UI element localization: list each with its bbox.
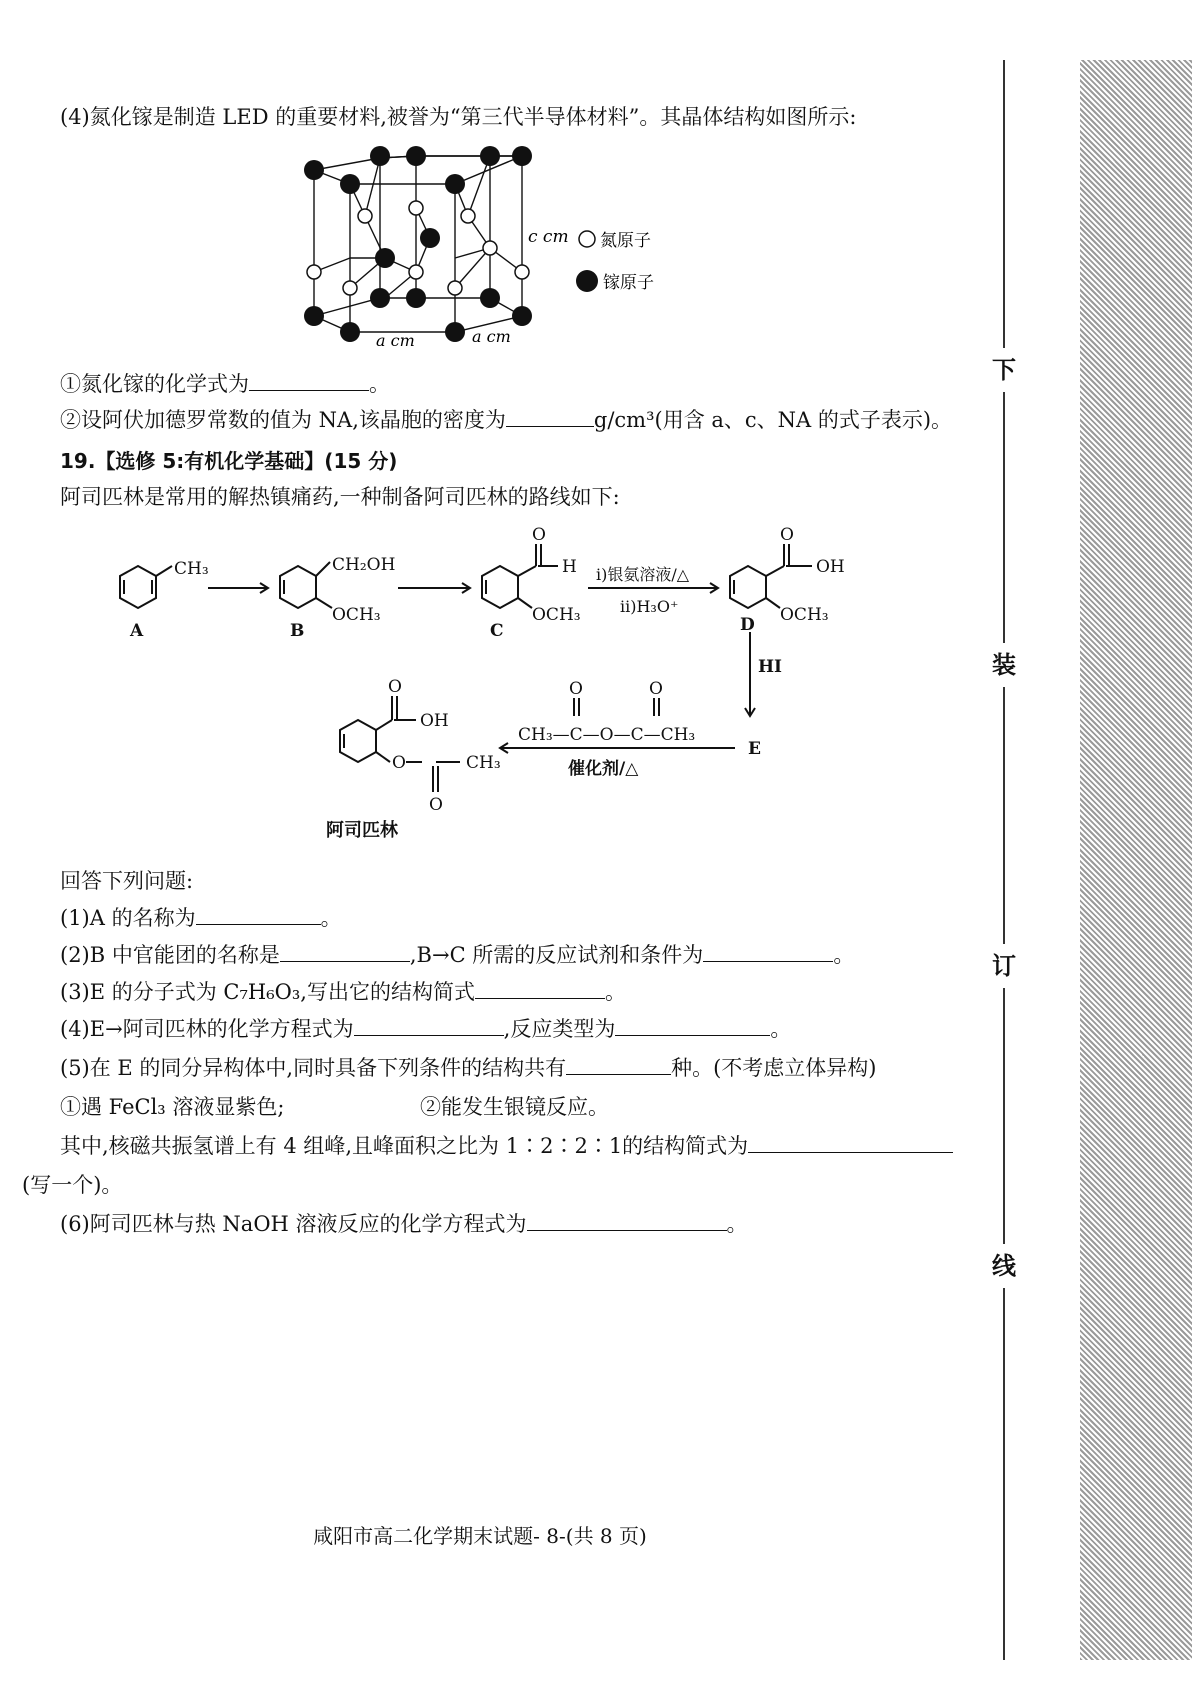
q4-intro: (4)氮化镓是制造 LED 的重要材料,被誉为“第三代半导体材料”。其晶体结构如图所示: — [60, 105, 857, 129]
legend-n-symbol — [579, 231, 595, 247]
anhydride-o1: O — [569, 679, 583, 699]
answer-blank[interactable] — [748, 1130, 953, 1153]
aspirin-synthesis-scheme — [100, 520, 880, 850]
answer-blank[interactable] — [703, 939, 833, 962]
q4-sub1: ①氮化镓的化学式为 。 — [60, 368, 390, 399]
label-E: E — [748, 739, 761, 759]
answer-blank[interactable] — [566, 1052, 671, 1075]
binding-line — [1003, 60, 1005, 1660]
asp-oh: OH — [420, 711, 449, 731]
answer-blank[interactable] — [506, 404, 594, 427]
asp-ch3: CH₃ — [466, 753, 501, 773]
d-o: O — [780, 525, 794, 545]
answer-blank[interactable] — [280, 939, 410, 962]
a-ch3: CH₃ — [174, 559, 209, 579]
answer-blank[interactable] — [354, 1013, 504, 1036]
b-ch2oh: CH₂OH — [332, 555, 396, 575]
answer-blank[interactable] — [527, 1208, 727, 1231]
cond-cd-2: ii)H₃O⁺ — [620, 597, 679, 616]
label-A: A — [130, 621, 144, 641]
asp-o-bottom: O — [429, 795, 443, 815]
legend-ga-label: 镓原子 — [603, 273, 654, 293]
cond-de: HI — [758, 657, 783, 677]
q19-p2: (2)B 中官能团的名称是 ,B→C 所需的反应试剂和条件为 。 — [60, 939, 854, 970]
d-och3: OCH₃ — [780, 605, 829, 625]
d-oh: OH — [816, 557, 845, 577]
anhydride-o2: O — [649, 679, 663, 699]
binding-margin-pattern — [1080, 60, 1192, 1660]
q19-p5-write-one: (写一个)。 — [22, 1173, 123, 1197]
q19-p1: (1)A 的名称为 。 — [60, 902, 342, 933]
q19-intro: 阿司匹林是常用的解热镇痛药,一种制备阿司匹林的路线如下: — [60, 485, 620, 509]
binding-char-xian: 线 — [978, 1244, 1030, 1288]
legend-n-label: 氮原子 — [600, 231, 651, 251]
q19-answer-intro: 回答下列问题: — [60, 869, 194, 893]
answer-blank[interactable] — [196, 902, 321, 925]
q19-condition-2: ②能发生银镜反应。 — [420, 1095, 609, 1119]
label-a1: a cm — [376, 331, 415, 350]
label-B: B — [290, 621, 305, 641]
answer-blank[interactable] — [615, 1013, 770, 1036]
answer-blank[interactable] — [249, 368, 369, 391]
answer-blank[interactable] — [475, 976, 605, 999]
label-c: c cm — [528, 227, 569, 247]
q19-p3: (3)E 的分子式为 C₇H₆O₃,写出它的结构简式 。 — [60, 976, 626, 1007]
q19-p5-nmr: 其中,核磁共振氢谱上有 4 组峰,且峰面积之比为 1∶2∶2∶1的结构简式为 — [60, 1130, 953, 1161]
asp-o-ester: O — [392, 753, 406, 773]
legend-ga-symbol — [576, 270, 598, 292]
q19-p4: (4)E→阿司匹林的化学方程式为 ,反应类型为 。 — [60, 1013, 791, 1044]
c-o: O — [532, 525, 546, 545]
binding-char-ding: 订 — [978, 944, 1030, 988]
q19-p5: (5)在 E 的同分异构体中,同时具备下列条件的结构共有 种。(不考虑立体异构) — [60, 1052, 877, 1083]
asp-o-top: O — [388, 677, 402, 697]
q19-condition-1: ①遇 FeCl₃ 溶液显紫色; — [60, 1095, 285, 1119]
page-footer: 咸阳市高二化学期末试题- 8-(共 8 页) — [313, 1524, 647, 1548]
label-a2: a cm — [472, 327, 511, 346]
gallium-atoms — [304, 146, 532, 342]
label-C: C — [490, 621, 504, 641]
q19-title: 19.【选修 5:有机化学基础】(15 分) — [60, 449, 398, 473]
crystal-structure-diagram — [290, 138, 680, 353]
cond-aspirin: 催化剂/△ — [568, 759, 639, 779]
c-och3: OCH₃ — [532, 605, 581, 625]
binding-char-xia: 下 — [978, 348, 1030, 392]
anhydride: CH₃—C—O—C—CH₃ — [518, 725, 696, 745]
binding-char-zhuang: 装 — [978, 643, 1030, 687]
q19-p6: (6)阿司匹林与热 NaOH 溶液反应的化学方程式为 。 — [60, 1208, 748, 1239]
label-D: D — [740, 615, 755, 635]
q4-sub2: ②设阿伏加德罗常数的值为 NA,该晶胞的密度为 g/cm³(用含 a、c、NA 的式子表示)。 — [60, 404, 952, 435]
cond-cd-1: i)银氨溶液/△ — [596, 565, 690, 584]
b-och3: OCH₃ — [332, 605, 381, 625]
label-aspirin: 阿司匹林 — [326, 820, 398, 841]
nitrogen-atoms — [307, 201, 529, 295]
c-h: H — [562, 557, 577, 577]
